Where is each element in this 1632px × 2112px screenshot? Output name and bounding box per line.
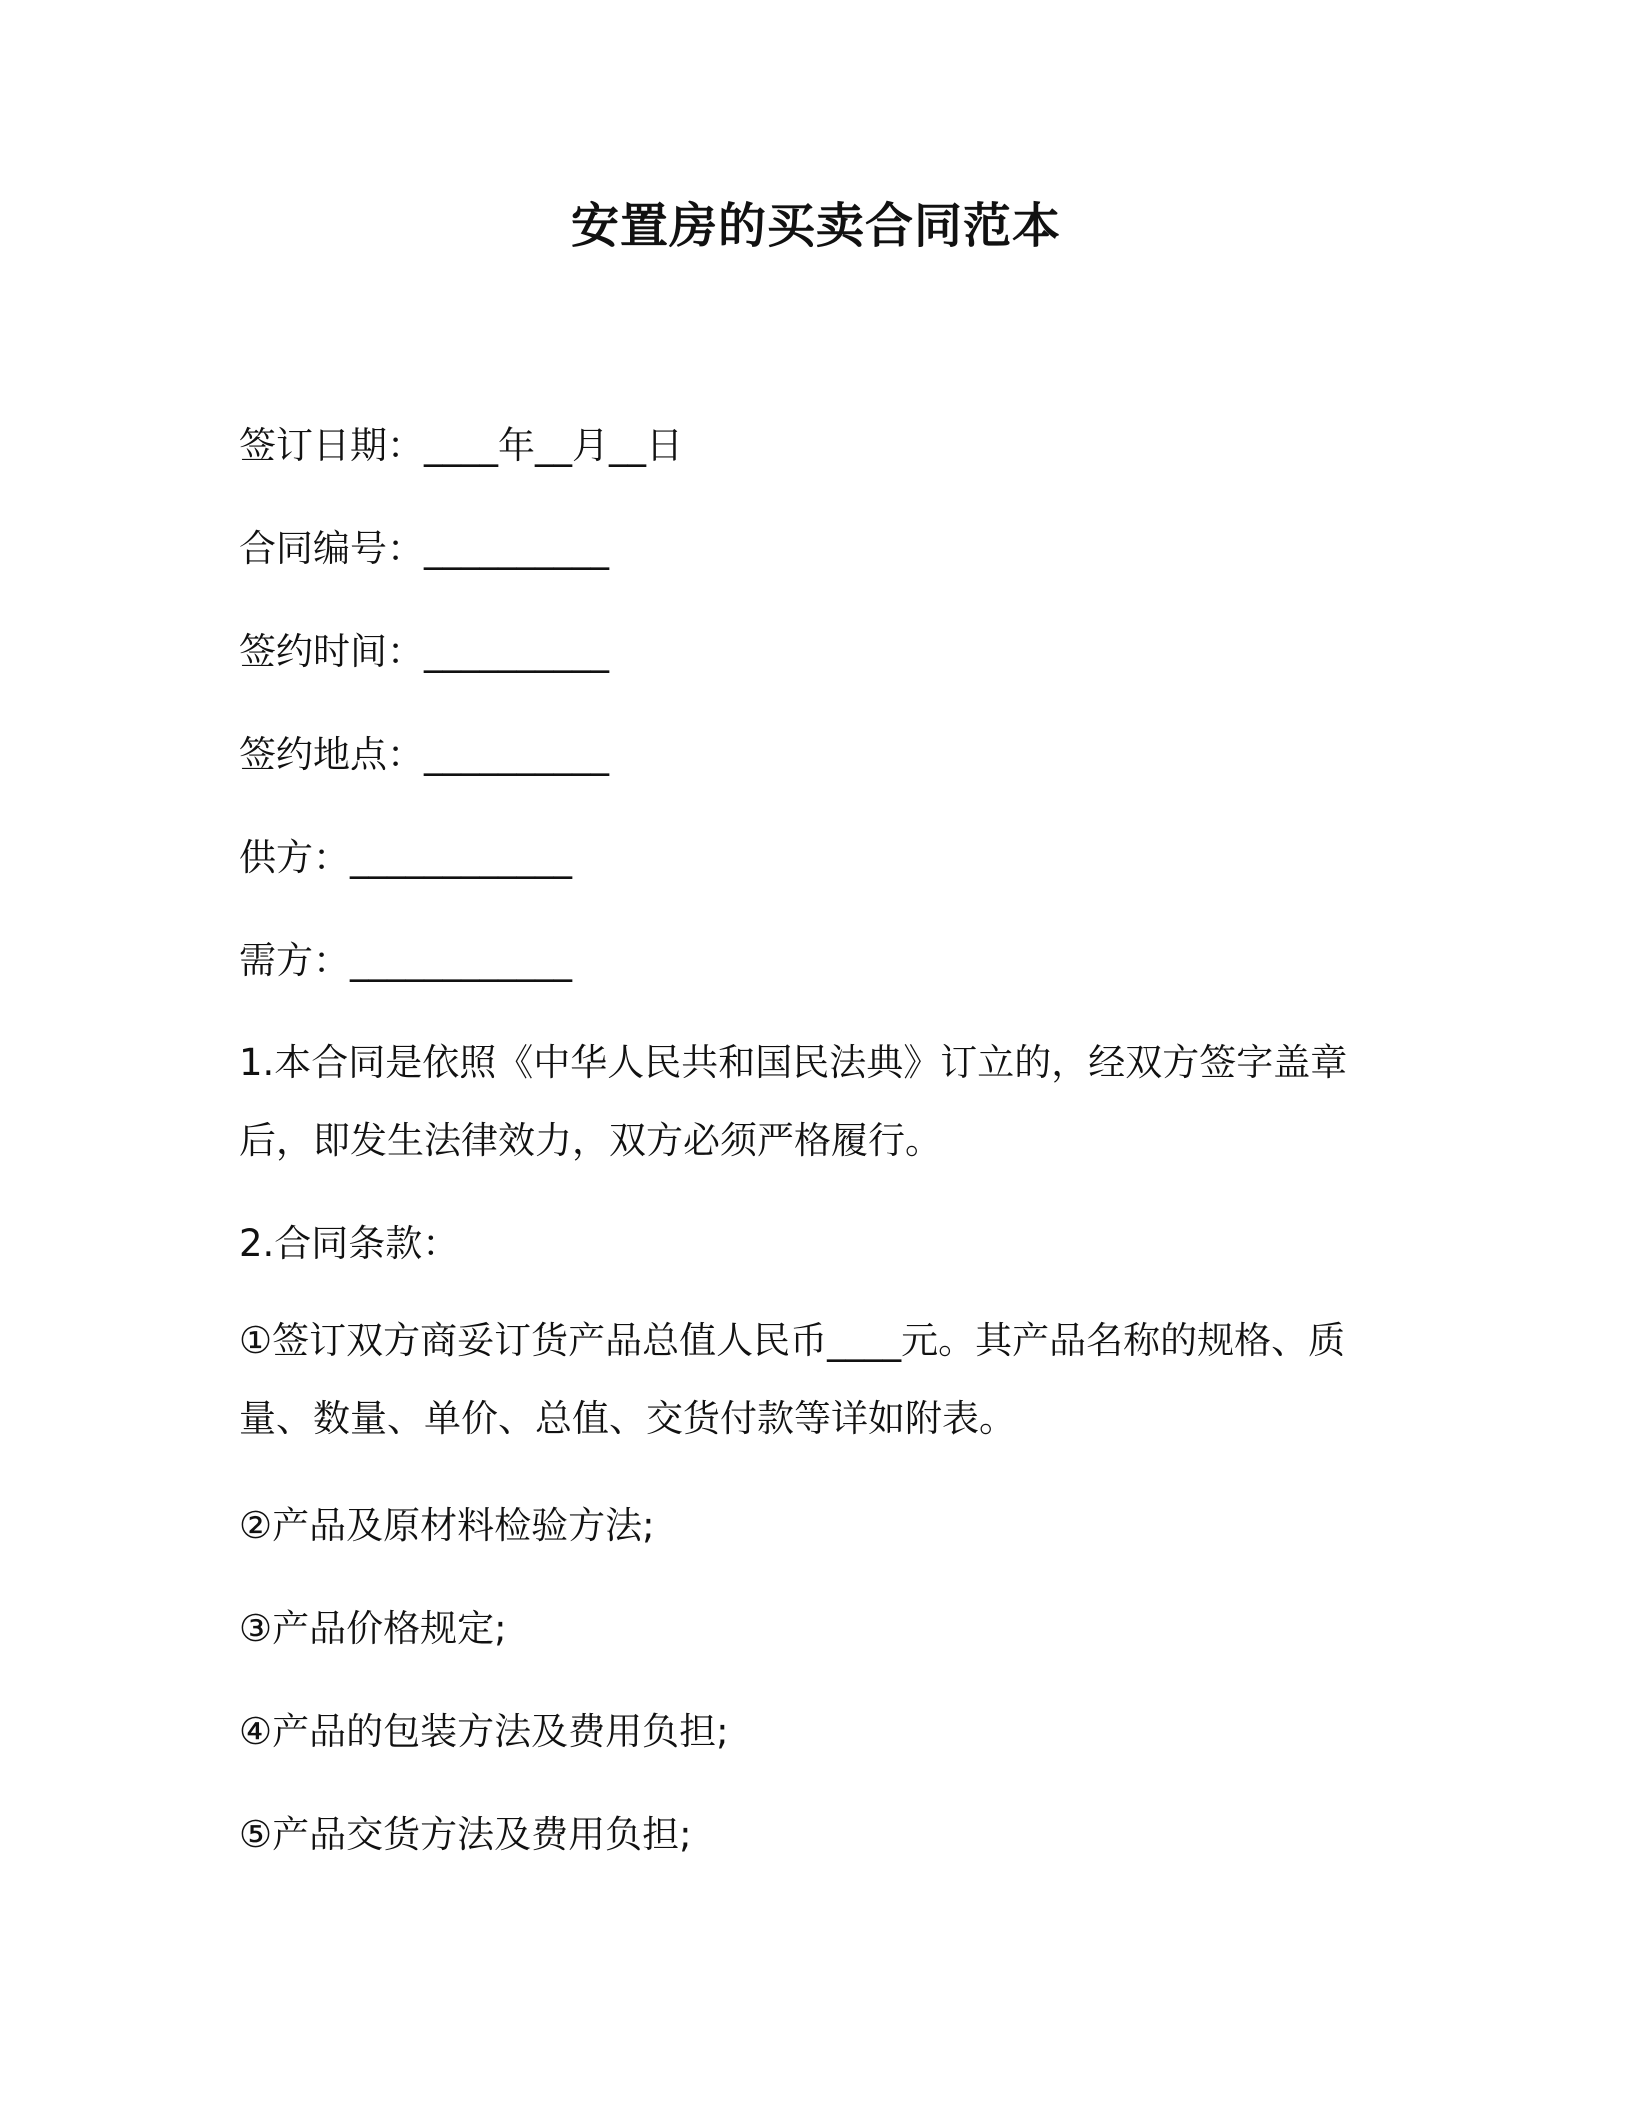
supplier-field: 供方：____________	[239, 836, 572, 879]
contract-number-field: 合同编号：__________	[239, 527, 609, 570]
document-title: 安置房的买卖合同范本	[570, 198, 1061, 254]
clause-item-3: ③产品价格规定;	[239, 1607, 507, 1650]
sign-place-field: 签约地点：__________	[239, 733, 609, 776]
sign-date-field: 签订日期：____年__月__日	[239, 424, 683, 467]
clause-item-1: ①签订双方商妥订货产品总值人民币____元。其产品名称的规格、质量、数量、单价、总值、交货付款等详如附表。	[239, 1319, 1346, 1440]
sign-time-field: 签约时间：__________	[239, 630, 609, 673]
clause-item-4: ④产品的包装方法及费用负担;	[239, 1710, 729, 1753]
clause-item-5: ⑤产品交货方法及费用负担;	[239, 1813, 692, 1856]
buyer-field: 需方：____________	[239, 939, 572, 982]
clause-1-paragraph: 1.本合同是依照《中华人民共和国民法典》订立的，经双方签字盖章后，即发生法律效力，双方必须严格履行。	[239, 1041, 1348, 1162]
clause-2-heading: 2.合同条款：	[239, 1222, 460, 1265]
clause-item-2: ②产品及原材料检验方法;	[239, 1504, 655, 1547]
